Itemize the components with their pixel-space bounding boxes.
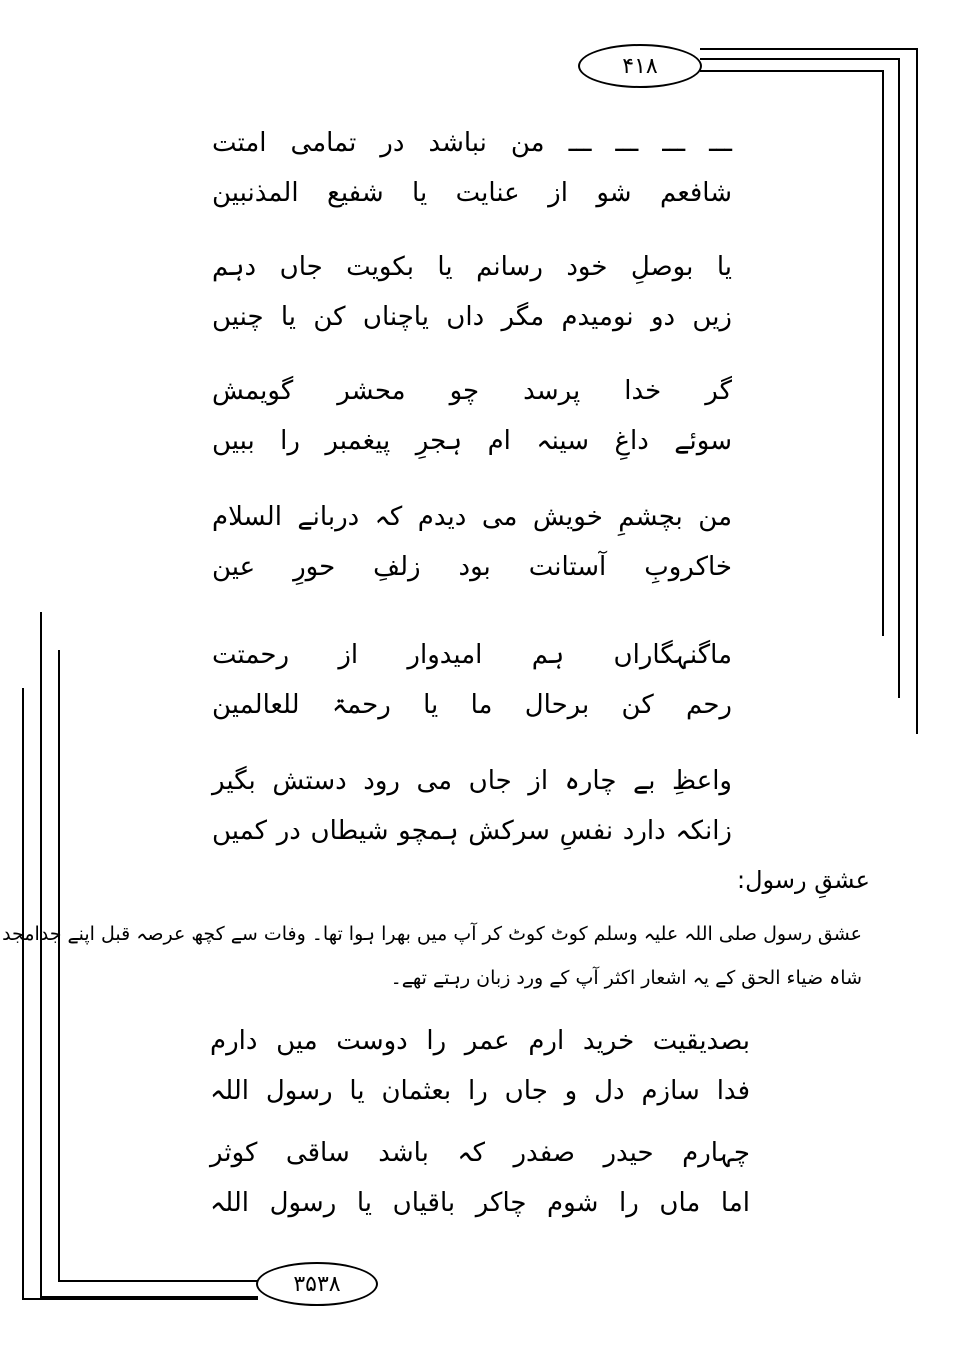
frame-left-line-2 <box>58 650 60 1280</box>
frame-top-line-3 <box>700 70 884 72</box>
page-number-bottom: ۳۵۳۸ <box>256 1262 378 1306</box>
verse-line: ـــ ـــ ـــ ـــ من نباشد در تمامی امتت <box>212 128 732 158</box>
verse-line: یا بوصلِ خود رسانم یا بکویت جاں دہم <box>212 252 732 282</box>
poem-1 <box>212 492 732 592</box>
poem-2 <box>210 1128 750 1228</box>
frame-bottom-line-2 <box>58 1280 258 1282</box>
frame-right-line-1 <box>916 48 918 734</box>
verse-line: رحم کن برحال ما یا رحمۃ للعالمین <box>212 690 732 720</box>
verse-line: بصدیقیت خرید ارم عمر را دوست میں دارم <box>210 1026 750 1056</box>
frame-left-line-3 <box>22 688 24 1298</box>
verse-line: فدا سازم دل و جاں را بعثمان یا رسول اللہ <box>210 1076 750 1106</box>
verse-line: ماگنہگاراں ہم امیدوار از رحمتت <box>212 640 732 670</box>
verse-line: زیں دو نومیدم مگر داں یاچناں کن یا چنیں <box>212 302 732 332</box>
frame-top-line-2 <box>700 58 900 60</box>
poem-1 <box>212 630 732 730</box>
verse-line: سوئے داغِ سینہ ام ہجرِ پیغمبر را ببیں <box>212 426 732 456</box>
poem-1 <box>212 118 732 218</box>
verse-line: اما ماں را شوم چاکر باقیاں یا رسول اللہ <box>210 1188 750 1218</box>
poem-1 <box>212 756 732 856</box>
frame-right-line-3 <box>882 70 884 636</box>
verse-line: زانکہ دارد نفسِ سرکش ہمچو شیطاں در کمیں <box>212 816 732 846</box>
prose-line: عشق رسول صلی اللہ علیہ وسلم کوٹ کوٹ کر آپ میں بھرا ہوا تھا۔ وفات سے کچھ عرصہ قبل اپنے جدامجد <box>2 923 862 945</box>
poem-2 <box>210 1016 750 1116</box>
verse-line: خاکروبِ آستانت بود زلفِ حورِ عین <box>212 552 732 582</box>
frame-bottom-line-3 <box>22 1298 258 1300</box>
verse-line: واعظِ بے چارہ از جاں می رود دستش بگیر <box>212 766 732 796</box>
page-number-top: ۴۱۸ <box>578 44 702 88</box>
verse-line: من بچشمِ خویش می دیدم کہ دربانے السلام <box>212 502 732 532</box>
frame-left-line-1 <box>40 612 42 1298</box>
poem-1 <box>212 242 732 342</box>
verse-line: شافعم شو از عنایت یا شفیع المذنبین <box>212 178 732 208</box>
poem-1 <box>212 366 732 466</box>
verse-line: گر خدا پرسد چو محشر گویمش <box>212 376 732 406</box>
section-heading: عشقِ رسول: <box>737 866 870 894</box>
frame-right-line-2 <box>898 58 900 698</box>
frame-top-line-1 <box>700 48 918 50</box>
prose-line: شاہ ضیاء الحق کے یہ اشعار اکثر آپ کے ورد زبان رہتے تھے۔ <box>390 967 862 989</box>
verse-line: چہارم حیدر صفدر کہ باشد ساقی کوثر <box>210 1138 750 1168</box>
